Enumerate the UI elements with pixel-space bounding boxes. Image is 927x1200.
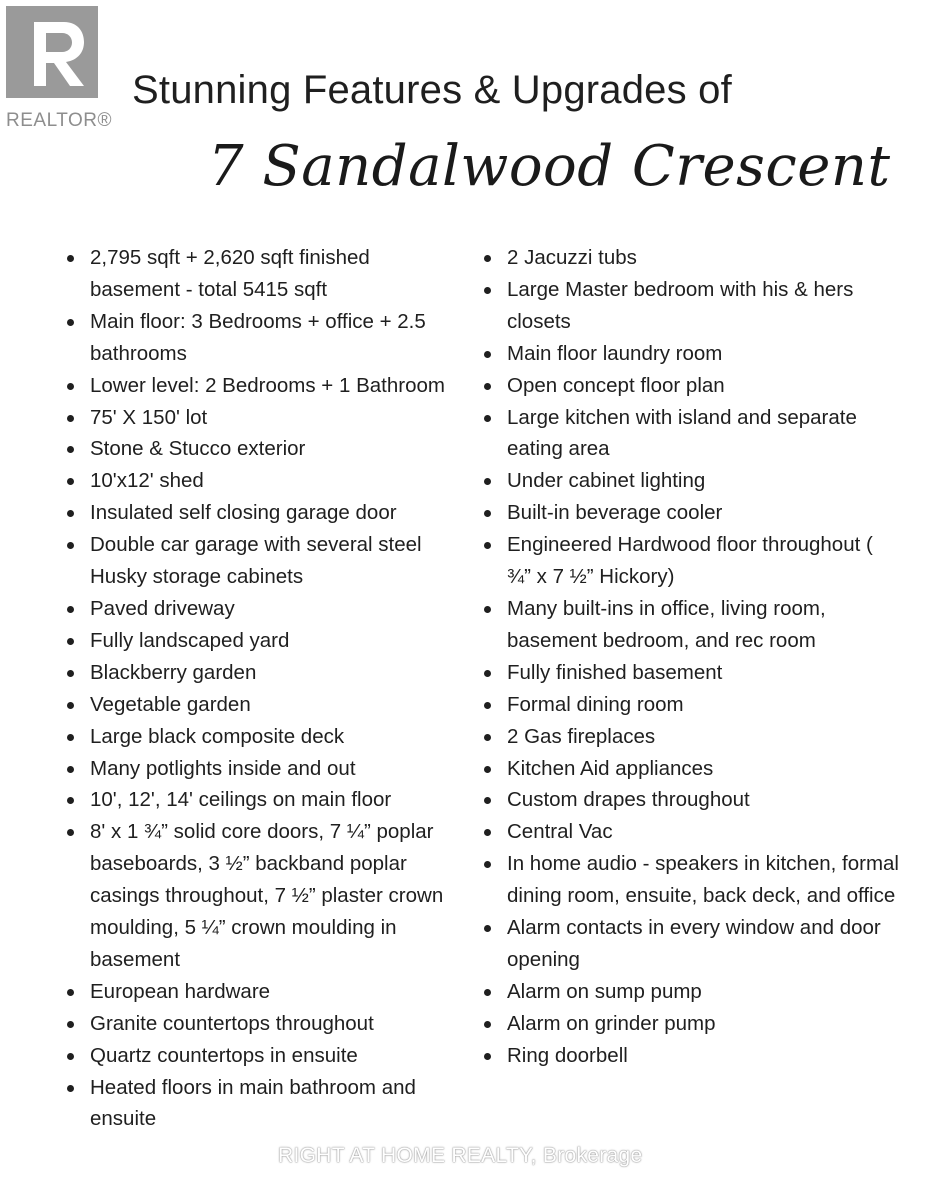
- feature-text: Central Vac: [507, 820, 613, 844]
- feature-item: [481, 1008, 901, 1040]
- bullet-icon: [484, 606, 491, 613]
- bullet-icon: [484, 989, 491, 996]
- bullet-icon: [67, 542, 74, 549]
- bullet-icon: [67, 734, 74, 741]
- feature-text: Double car garage with several steel Husky storage cabinets: [90, 533, 422, 589]
- feature-text: Engineered Hardwood floor throughout ( ¾” x 7 ½” Hickory): [507, 533, 873, 589]
- feature-item: [64, 976, 464, 1008]
- realtor-logo-text: REALTOR®: [6, 110, 112, 131]
- bullet-icon: [484, 510, 491, 517]
- feature-text: Main floor: 3 Bedrooms + office + 2.5 bathrooms: [90, 309, 426, 365]
- feature-text: Fully finished basement: [507, 660, 723, 684]
- feature-text: Formal dining room: [507, 692, 684, 716]
- bullet-icon: [484, 478, 491, 485]
- feature-item: [64, 433, 464, 465]
- feature-item: [64, 1008, 464, 1040]
- feature-text: 2 Jacuzzi tubs: [507, 246, 637, 269]
- feature-text: Built-in beverage cooler: [507, 501, 723, 525]
- feature-item: [481, 976, 901, 1008]
- feature-item: [481, 242, 901, 274]
- bullet-icon: [67, 446, 74, 453]
- bullet-icon: [484, 1053, 491, 1060]
- bullet-icon: [67, 702, 74, 709]
- feature-item: [64, 689, 464, 721]
- feature-item: [64, 1040, 464, 1072]
- feature-text: Large black composite deck: [90, 724, 345, 748]
- bullet-icon: [67, 478, 74, 485]
- feature-list-left: [64, 242, 464, 1135]
- feature-item: [481, 657, 901, 689]
- feature-text: 10', 12', 14' ceilings on main floor: [90, 788, 392, 812]
- feature-item: [481, 338, 901, 370]
- feature-list-right: [481, 242, 901, 1072]
- bullet-icon: [484, 670, 491, 677]
- bullet-icon: [484, 287, 491, 294]
- feature-text: Vegetable garden: [90, 692, 251, 716]
- bullet-icon: [67, 319, 74, 326]
- feature-item: [481, 721, 901, 753]
- feature-item: [64, 784, 464, 816]
- feature-text: Under cabinet lighting: [507, 469, 706, 493]
- feature-text: 2,795 sqft + 2,620 sqft finished basement - total 5415 sqft: [90, 246, 370, 301]
- feature-item: [64, 721, 464, 753]
- feature-item: [481, 689, 901, 721]
- bullet-icon: [484, 542, 491, 549]
- property-address-title: 7 Sandalwood Crescent: [208, 134, 891, 199]
- feature-item: [64, 242, 464, 306]
- bullet-icon: [484, 415, 491, 422]
- feature-item: [64, 593, 464, 625]
- feature-text: Main floor laundry room: [507, 341, 723, 365]
- feature-item: [481, 753, 901, 785]
- feature-item: [481, 274, 901, 338]
- feature-item: [64, 816, 464, 976]
- feature-item: [64, 1072, 464, 1136]
- bullet-icon: [67, 766, 74, 773]
- feature-text: Many built-ins in office, living room, basement bedroom, and rec room: [507, 596, 826, 652]
- feature-text: Large Master bedroom with his & hers closets: [507, 277, 854, 333]
- feature-text: Fully landscaped yard: [90, 628, 290, 652]
- feature-text: Insulated self closing garage door: [90, 501, 397, 525]
- feature-item: [64, 402, 464, 434]
- bullet-icon: [484, 383, 491, 390]
- bullet-icon: [67, 510, 74, 517]
- bullet-icon: [67, 989, 74, 996]
- feature-item: [481, 529, 901, 593]
- bullet-icon: [67, 255, 74, 262]
- feature-item: [64, 497, 464, 529]
- feature-item: [481, 370, 901, 402]
- feature-text: Quartz countertops in ensuite: [90, 1043, 358, 1067]
- feature-text: 10'x12' shed: [90, 469, 204, 493]
- feature-item: [481, 912, 901, 976]
- feature-text: Alarm contacts in every window and door opening: [507, 916, 881, 971]
- feature-item: [481, 784, 901, 816]
- bullet-icon: [484, 255, 491, 262]
- feature-text: Paved driveway: [90, 596, 235, 620]
- feature-item: [64, 306, 464, 370]
- bullet-icon: [67, 670, 74, 677]
- feature-item: [64, 625, 464, 657]
- bullet-icon: [484, 351, 491, 358]
- bullet-icon: [484, 861, 491, 868]
- bullet-icon: [67, 638, 74, 645]
- feature-item: [64, 753, 464, 785]
- feature-item: [64, 657, 464, 689]
- bullet-icon: [67, 1021, 74, 1028]
- feature-text: Blackberry garden: [90, 660, 257, 684]
- feature-text: Granite countertops throughout: [90, 1011, 374, 1035]
- feature-text: Kitchen Aid appliances: [507, 756, 714, 780]
- feature-item: [64, 370, 464, 402]
- feature-text: 8' x 1 ¾” solid core doors, 7 ¼” poplar baseboards, 3 ½” backband poplar casings throughout, 7 ½” plaster crown moulding, 5 ¼” crown moulding in basement: [90, 820, 444, 971]
- feature-text: 75' X 150' lot: [90, 405, 208, 429]
- bullet-icon: [67, 1053, 74, 1060]
- feature-text: Many potlights inside and out: [90, 756, 356, 780]
- page-title: Stunning Features & Upgrades of: [132, 68, 732, 112]
- feature-item: [481, 465, 901, 497]
- bullet-icon: [67, 606, 74, 613]
- bullet-icon: [484, 1021, 491, 1028]
- feature-item: [481, 816, 901, 848]
- bullet-icon: [484, 829, 491, 836]
- feature-text: In home audio - speakers in kitchen, formal dining room, ensuite, back deck, and office: [507, 852, 899, 908]
- feature-item: [64, 465, 464, 497]
- bullet-icon: [67, 1085, 74, 1092]
- feature-text: Custom drapes throughout: [507, 788, 750, 812]
- feature-text: Alarm on grinder pump: [507, 1011, 716, 1035]
- realtor-logo: [6, 6, 112, 131]
- feature-item: [481, 402, 901, 466]
- feature-item: [481, 848, 901, 912]
- bullet-icon: [67, 829, 74, 836]
- bullet-icon: [67, 415, 74, 422]
- feature-text: 2 Gas fireplaces: [507, 724, 656, 748]
- realtor-r-icon: [6, 6, 98, 98]
- feature-text: Alarm on sump pump: [507, 979, 702, 1003]
- brokerage-watermark: RIGHT AT HOME REALTY, Brokerage: [278, 1144, 643, 1167]
- feature-text: Heated floors in main bathroom and ensuite: [90, 1075, 416, 1131]
- bullet-icon: [484, 797, 491, 804]
- feature-text: Large kitchen with island and separate eating area: [507, 405, 857, 461]
- feature-item: [64, 529, 464, 593]
- bullet-icon: [484, 734, 491, 741]
- feature-text: European hardware: [90, 979, 271, 1003]
- feature-text: Stone & Stucco exterior: [90, 437, 306, 461]
- feature-text: Ring doorbell: [507, 1043, 628, 1067]
- feature-text: Lower level: 2 Bedrooms + 1 Bathroom: [90, 373, 445, 397]
- feature-text: Open concept floor plan: [507, 373, 725, 397]
- bullet-icon: [67, 797, 74, 804]
- feature-item: [481, 593, 901, 657]
- bullet-icon: [484, 925, 491, 932]
- bullet-icon: [484, 702, 491, 709]
- feature-item: [481, 497, 901, 529]
- bullet-icon: [67, 383, 74, 390]
- bullet-icon: [484, 766, 491, 773]
- feature-item: [481, 1040, 901, 1072]
